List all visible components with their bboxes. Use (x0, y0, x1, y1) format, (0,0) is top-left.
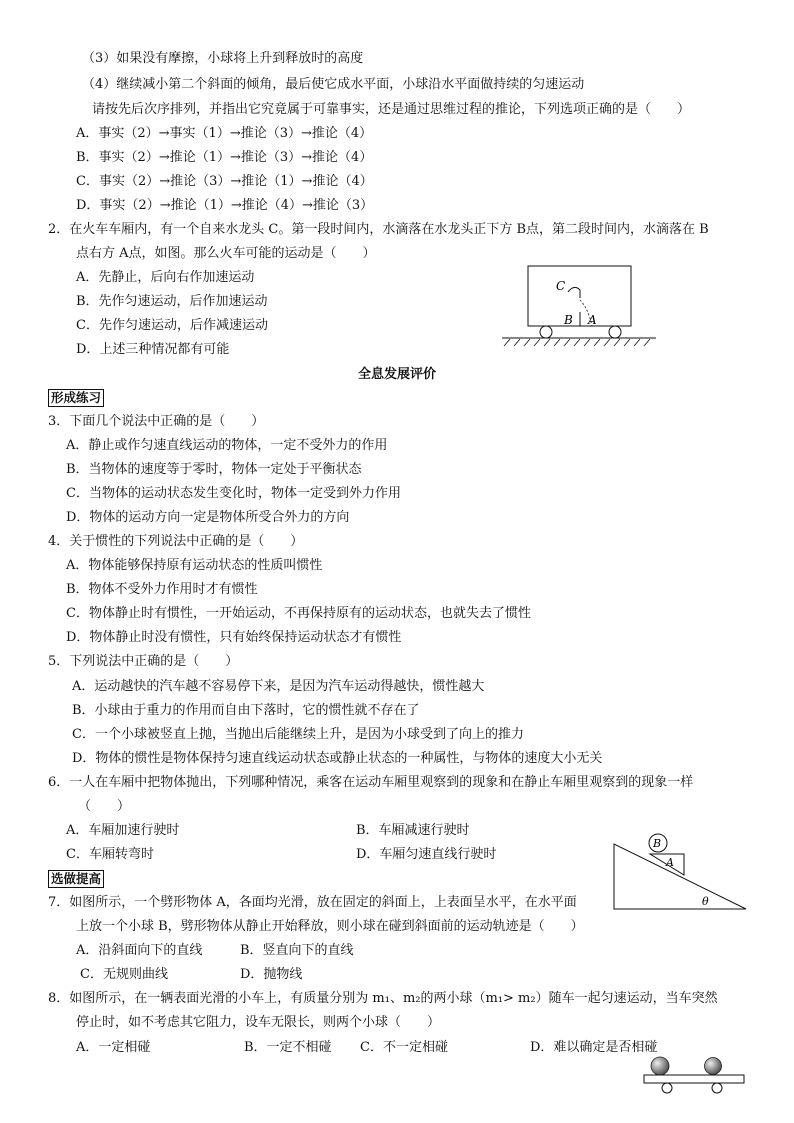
q1-option-a: A．事实（2）→事实（1）→推论（3）→推论（4） (76, 126, 373, 141)
q2-train-figure (500, 262, 660, 352)
q8-option-d: D．难以确定是否相碰 (530, 1040, 658, 1055)
q7-stem-line1: 7．如图所示，一个劈形物体 A，各面均光滑，放在固定的斜面上，上表面呈水平，在水平面 (48, 895, 577, 910)
label-a: A (588, 313, 597, 327)
faucet-icon (568, 287, 580, 298)
q7-stem-line2: 上放一个小球 B，劈形物体从静止开始释放，则小球在碰到斜面前的运动轨迹是（ ） (76, 919, 584, 934)
q4-option-c: C．物体静止时有惯性，一开始运动，不再保持原有的运动状态，也就失去了惯性 (66, 606, 531, 621)
q6-stem-line1: 6．一人在车厢中把物体抛出，下列哪种情况，乘客在运动车厢里观察到的现象和在静止车厢里观察到的现象一样 (48, 775, 694, 790)
q6-stem-line2: （ ） (78, 799, 131, 814)
q6-option-b: B．车厢减速行驶时 (356, 823, 470, 838)
q8-option-c: C．不一定相碰 (360, 1040, 448, 1055)
label-c: C (556, 279, 566, 293)
q7-incline-figure (610, 832, 750, 912)
q2-stem-line1: 2．在火车车厢内，有一个自来水龙头 C。第一段时间内，水滴落在水龙头正下方 B点，第二段时间内，水滴落在 B (48, 222, 709, 237)
q1-item-4: （4）继续减小第二个斜面的倾角，最后使它成水平面，小球沿水平面做持续的匀速运动 (82, 77, 585, 92)
q8-option-b: B．一定不相碰 (244, 1040, 332, 1055)
q4-option-d: D．物体静止时没有惯性，只有始终保持运动状态才有惯性 (66, 630, 402, 645)
q1-option-d: D．事实（2）→推论（1）→推论（4）→推论（3） (76, 198, 374, 213)
label-a: A (666, 856, 674, 869)
q8-stem-line1: 8．如图所示，在一辆表面光滑的小车上，有质量分别为 m₁、m₂的两小球（m₁> m₂）随车一起匀速运动，当车突然 (48, 991, 718, 1006)
tag-practice: 形成练习 (48, 389, 104, 407)
q3-option-a: A．静止或作匀速直线运动的物体，一定不受外力的作用 (66, 438, 388, 453)
q3-option-b: B．当物体的速度等于零时，物体一定处于平衡状态 (66, 462, 362, 477)
q5-option-b: B．小球由于重力的作用而自由下落时，它的惯性就不存在了 (72, 703, 420, 718)
section-title: 全息发展评价 (357, 367, 436, 382)
q2-option-a: A．先静止，后向右作加速运动 (76, 270, 255, 285)
q8-stem-line2: 停止时，如不考虑其它阻力，设车无限长，则两个小球（ ） (76, 1015, 441, 1030)
q7-option-a: A．沿斜面向下的直线 (76, 943, 203, 958)
q5-option-a: A．运动越快的汽车越不容易停下来，是因为汽车运动得越快，惯性越大 (72, 679, 485, 694)
q3-stem: 3．下面几个说法中正确的是（ ） (48, 414, 265, 429)
q6-option-a: A．车厢加速行驶时 (66, 823, 180, 838)
q5-stem: 5．下列说法中正确的是（ ） (48, 654, 239, 669)
q2-option-d: D．上述三种情况都有可能 (76, 342, 230, 357)
q8-option-a: A．一定相碰 (76, 1040, 151, 1055)
q2-stem-line2: 点右方 A点，如图。那么火车可能的运动是（ ） (76, 246, 376, 261)
q7-option-c: C．无规则曲线 (80, 967, 168, 982)
q1-option-c: C．事实（2）→推论（3）→推论（1）→推论（4） (76, 174, 373, 189)
q4-option-a: A．物体能够保持原有运动状态的性质叫惯性 (66, 558, 323, 573)
q7-option-d: D．抛物线 (240, 967, 303, 982)
label-b: B (653, 837, 662, 850)
tag-improve: 选做提高 (48, 870, 104, 888)
q3-option-c: C．当物体的运动状态发生变化时，物体一定受到外力作用 (66, 486, 401, 501)
q4-option-b: B．物体不受外力作用时才有惯性 (66, 582, 258, 597)
q6-option-d: D．车厢匀速直线行驶时 (356, 847, 497, 862)
q2-option-c: C．先作匀速运动，后作减速运动 (76, 318, 268, 333)
q3-option-d: D．物体的运动方向一定是物体所受合外力的方向 (66, 510, 350, 525)
q5-option-d: D．物体的惯性是物体保持匀速直线运动状态或静止状态的一种属性，与物体的速度大小无关 (72, 751, 603, 766)
ball-m1 (651, 1057, 669, 1075)
q1-item-3: （3）如果没有摩擦，小球将上升到释放时的高度 (82, 51, 364, 66)
cart-wheel-left (662, 1083, 672, 1093)
q6-option-c: C．车厢转弯时 (66, 847, 154, 862)
q2-option-b: B．先作匀速运动，后作加速运动 (76, 294, 268, 309)
ball-m2 (705, 1058, 722, 1075)
q5-option-c: C．一个小球被竖直上抛，当抛出后能继续上升，是因为小球受到了向上的推力 (72, 727, 524, 742)
label-b: B (564, 313, 573, 327)
label-theta: θ (702, 895, 709, 908)
wheel-left (540, 326, 552, 338)
cart-wheel-right (712, 1083, 722, 1093)
q1-instruction: 请按先后次序排列，并指出它究竟属于可靠事实，还是通过思维过程的推论，下列选项正确的是（ ） (92, 102, 691, 117)
q7-option-b: B．竖直向下的直线 (240, 943, 354, 958)
q4-stem: 4．关于惯性的下列说法中正确的是（ ） (48, 534, 304, 549)
cart-board (644, 1075, 744, 1083)
q1-option-b: B．事实（2）→推论（1）→推论（3）→推论（4） (76, 150, 373, 165)
wheel-right (609, 326, 621, 338)
q8-cart-figure (640, 1054, 750, 1098)
